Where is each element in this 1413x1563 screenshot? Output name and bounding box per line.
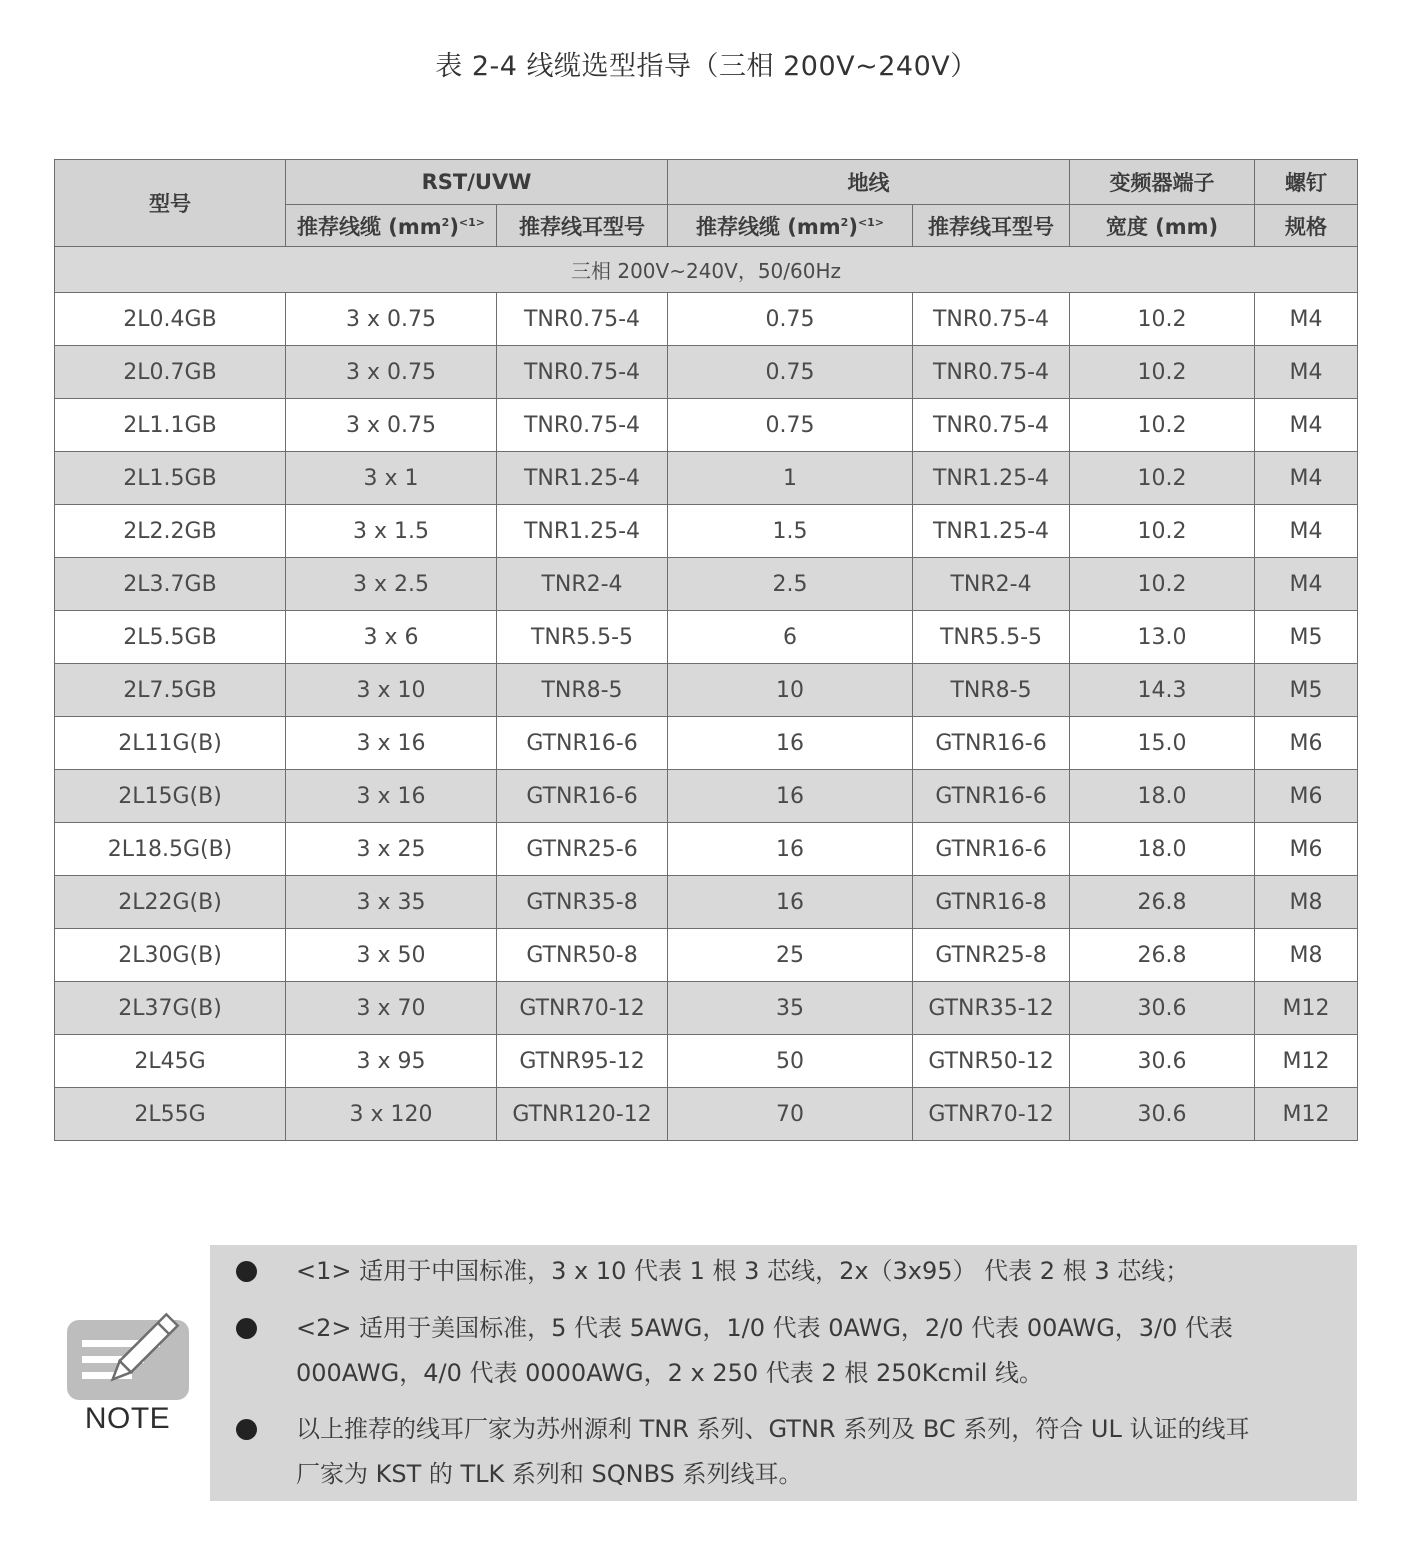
note-line: 以上推荐的线耳厂家为苏州源利 TNR 系列、GTNR 系列及 BC 系列，符合 UL 认证的线耳	[296, 1415, 1250, 1443]
cell-model: 2L18.5G(B)	[55, 823, 286, 876]
header-gnd-rec-cable-close: )	[848, 214, 858, 239]
cell-cable: 3 x 6	[286, 611, 497, 664]
cell-width: 18.0	[1070, 770, 1255, 823]
note-line: 厂家为 KST 的 TLK 系列和 SQNBS 系列线耳。	[296, 1460, 803, 1488]
header-model: 型号	[55, 160, 286, 247]
cell-width: 10.2	[1070, 399, 1255, 452]
cell-cable: 3 x 1.5	[286, 505, 497, 558]
table-row	[55, 611, 1358, 664]
table-row	[55, 346, 1358, 399]
table-row	[55, 929, 1358, 982]
table-row	[55, 452, 1358, 505]
cell-width: 26.8	[1070, 929, 1255, 982]
header-rec-cable	[286, 205, 497, 247]
cell-lug: TNR0.75-4	[497, 293, 668, 346]
cell-screw: M8	[1255, 876, 1358, 929]
cell-lug: GTNR50-8	[497, 929, 668, 982]
cell-cable: 3 x 70	[286, 982, 497, 1035]
note-line: 000AWG，4/0 代表 0000AWG，2 x 250 代表 2 根 250Kcmil 线。	[296, 1359, 1044, 1387]
header-terminal-width-line1: 变频器端子	[1070, 160, 1255, 205]
cell-lug: GTNR70-12	[497, 982, 668, 1035]
header-rst-uvw: RST/UVW	[286, 160, 668, 205]
cell-model: 2L5.5GB	[55, 611, 286, 664]
cell-gnd-cable: 0.75	[668, 293, 913, 346]
cell-gnd-lug: GTNR70-12	[913, 1088, 1070, 1141]
cell-width: 14.3	[1070, 664, 1255, 717]
cell-lug: TNR2-4	[497, 558, 668, 611]
cell-model: 2L55G	[55, 1088, 286, 1141]
cell-gnd-cable: 16	[668, 823, 913, 876]
note-line: <2> 适用于美国标准，5 代表 5AWG，1/0 代表 0AWG，2/0 代表 00AWG，3/0 代表	[296, 1314, 1234, 1342]
cell-model: 2L1.5GB	[55, 452, 286, 505]
cell-screw: M6	[1255, 717, 1358, 770]
table-row	[55, 982, 1358, 1035]
cell-gnd-cable: 0.75	[668, 346, 913, 399]
cell-cable: 3 x 1	[286, 452, 497, 505]
cell-gnd-cable: 1.5	[668, 505, 913, 558]
note-line: <1> 适用于中国标准，3 x 10 代表 1 根 3 芯线，2x（3x95） 代表 2 根 3 芯线；	[296, 1257, 1190, 1285]
table-row	[55, 823, 1358, 876]
header-ground: 地线	[668, 160, 1070, 205]
cell-screw: M12	[1255, 1088, 1358, 1141]
cell-gnd-lug: GTNR16-6	[913, 770, 1070, 823]
cell-width: 13.0	[1070, 611, 1255, 664]
cell-cable: 3 x 120	[286, 1088, 497, 1141]
header-gnd-rec-cable-sup: 2	[840, 215, 849, 229]
cell-screw: M4	[1255, 399, 1358, 452]
cell-screw: M8	[1255, 929, 1358, 982]
cell-cable: 3 x 0.75	[286, 293, 497, 346]
cell-width: 30.6	[1070, 982, 1255, 1035]
cell-model: 2L37G(B)	[55, 982, 286, 1035]
table-row	[55, 558, 1358, 611]
cell-screw: M5	[1255, 611, 1358, 664]
cell-width: 30.6	[1070, 1035, 1255, 1088]
cell-screw: M5	[1255, 664, 1358, 717]
cell-lug: TNR5.5-5	[497, 611, 668, 664]
cell-model: 2L0.4GB	[55, 293, 286, 346]
cell-gnd-lug: GTNR50-12	[913, 1035, 1070, 1088]
note-text-3	[296, 1407, 1346, 1497]
cell-gnd-cable: 2.5	[668, 558, 913, 611]
cell-gnd-lug: TNR1.25-4	[913, 505, 1070, 558]
cell-lug: TNR1.25-4	[497, 452, 668, 505]
table-row	[55, 876, 1358, 929]
cell-gnd-lug: TNR0.75-4	[913, 399, 1070, 452]
cell-cable: 3 x 50	[286, 929, 497, 982]
cell-gnd-cable: 16	[668, 770, 913, 823]
cable-selection-table	[54, 159, 1358, 1141]
cell-gnd-lug: TNR2-4	[913, 558, 1070, 611]
cell-gnd-lug: TNR5.5-5	[913, 611, 1070, 664]
cell-gnd-lug: TNR8-5	[913, 664, 1070, 717]
table-row	[55, 293, 1358, 346]
cell-lug: GTNR16-6	[497, 770, 668, 823]
header-screw-line2: 规格	[1255, 205, 1358, 247]
cell-cable: 3 x 16	[286, 717, 497, 770]
cell-model: 2L22G(B)	[55, 876, 286, 929]
cell-screw: M6	[1255, 823, 1358, 876]
cell-gnd-cable: 0.75	[668, 399, 913, 452]
voltage-band-row: 三相 200V~240V，50/60Hz	[55, 247, 1358, 293]
header-rec-cable-text: 推荐线缆 (mm	[296, 214, 442, 239]
cell-screw: M4	[1255, 346, 1358, 399]
cell-cable: 3 x 2.5	[286, 558, 497, 611]
cell-model: 2L7.5GB	[55, 664, 286, 717]
cell-cable: 3 x 0.75	[286, 346, 497, 399]
header-gnd-rec-cable	[668, 205, 913, 247]
cell-cable: 3 x 35	[286, 876, 497, 929]
table-row	[55, 770, 1358, 823]
cell-model: 2L1.1GB	[55, 399, 286, 452]
cell-lug: TNR1.25-4	[497, 505, 668, 558]
cell-cable: 3 x 16	[286, 770, 497, 823]
cell-model: 2L45G	[55, 1035, 286, 1088]
cell-model: 2L2.2GB	[55, 505, 286, 558]
bullet-icon	[236, 1419, 257, 1440]
note-box	[210, 1245, 1357, 1501]
bullet-icon	[236, 1261, 257, 1282]
header-screw-line1: 螺钉	[1255, 160, 1358, 205]
header-rec-cable-sup: 2	[441, 215, 450, 229]
table-row	[55, 717, 1358, 770]
cell-width: 10.2	[1070, 346, 1255, 399]
cell-gnd-cable: 35	[668, 982, 913, 1035]
cell-gnd-cable: 1	[668, 452, 913, 505]
note-text-2	[296, 1306, 1346, 1396]
header-rec-cable-ref: <1>	[458, 215, 486, 229]
cell-lug: TNR0.75-4	[497, 399, 668, 452]
cell-gnd-cable: 16	[668, 717, 913, 770]
header-rec-cable-close: )	[449, 214, 459, 239]
table-row	[55, 664, 1358, 717]
cell-lug: GTNR120-12	[497, 1088, 668, 1141]
cell-cable: 3 x 25	[286, 823, 497, 876]
cell-gnd-lug: GTNR25-8	[913, 929, 1070, 982]
cell-model: 2L3.7GB	[55, 558, 286, 611]
table-row	[55, 1088, 1358, 1141]
table-title: 表 2-4 线缆选型指导（三相 200V~240V）	[435, 51, 978, 82]
cell-gnd-cable: 10	[668, 664, 913, 717]
cell-model: 2L0.7GB	[55, 346, 286, 399]
table-row	[55, 505, 1358, 558]
cell-width: 30.6	[1070, 1088, 1255, 1141]
cell-cable: 3 x 10	[286, 664, 497, 717]
cell-screw: M12	[1255, 1035, 1358, 1088]
cell-cable: 3 x 0.75	[286, 399, 497, 452]
header-terminal-width-line2: 宽度 (mm)	[1070, 205, 1255, 247]
table-row	[55, 399, 1358, 452]
cell-gnd-lug: GTNR16-6	[913, 717, 1070, 770]
cell-gnd-lug: GTNR35-12	[913, 982, 1070, 1035]
cell-width: 10.2	[1070, 505, 1255, 558]
cell-width: 18.0	[1070, 823, 1255, 876]
cell-screw: M4	[1255, 558, 1358, 611]
cell-gnd-lug: TNR1.25-4	[913, 452, 1070, 505]
cell-cable: 3 x 95	[286, 1035, 497, 1088]
cell-lug: GTNR95-12	[497, 1035, 668, 1088]
cell-screw: M12	[1255, 982, 1358, 1035]
table-row	[55, 1035, 1358, 1088]
cell-width: 10.2	[1070, 558, 1255, 611]
header-gnd-rec-cable-ref: <1>	[857, 215, 885, 229]
cell-model: 2L11G(B)	[55, 717, 286, 770]
cell-gnd-lug: GTNR16-6	[913, 823, 1070, 876]
header-gnd-rec-lug: 推荐线耳型号	[913, 205, 1070, 247]
cell-lug: GTNR35-8	[497, 876, 668, 929]
note-text-1	[296, 1249, 1346, 1294]
cell-screw: M6	[1255, 770, 1358, 823]
cell-lug: TNR0.75-4	[497, 346, 668, 399]
header-rec-lug: 推荐线耳型号	[497, 205, 668, 247]
cell-model: 2L30G(B)	[55, 929, 286, 982]
note-pencil-icon	[64, 1312, 204, 1402]
cell-gnd-lug: TNR0.75-4	[913, 346, 1070, 399]
cell-lug: GTNR25-6	[497, 823, 668, 876]
cell-gnd-lug: TNR0.75-4	[913, 293, 1070, 346]
note-label: NOTE	[84, 1402, 171, 1435]
cell-width: 10.2	[1070, 293, 1255, 346]
cell-gnd-cable: 70	[668, 1088, 913, 1141]
cell-gnd-cable: 25	[668, 929, 913, 982]
cell-gnd-lug: GTNR16-8	[913, 876, 1070, 929]
cell-gnd-cable: 50	[668, 1035, 913, 1088]
cell-width: 15.0	[1070, 717, 1255, 770]
header-gnd-rec-cable-text: 推荐线缆 (mm	[695, 214, 841, 239]
cell-width: 26.8	[1070, 876, 1255, 929]
cell-screw: M4	[1255, 293, 1358, 346]
cell-lug: TNR8-5	[497, 664, 668, 717]
cell-model: 2L15G(B)	[55, 770, 286, 823]
cell-screw: M4	[1255, 505, 1358, 558]
bullet-icon	[236, 1318, 257, 1339]
cell-width: 10.2	[1070, 452, 1255, 505]
cell-screw: M4	[1255, 452, 1358, 505]
cell-lug: GTNR16-6	[497, 717, 668, 770]
cell-gnd-cable: 6	[668, 611, 913, 664]
cell-gnd-cable: 16	[668, 876, 913, 929]
